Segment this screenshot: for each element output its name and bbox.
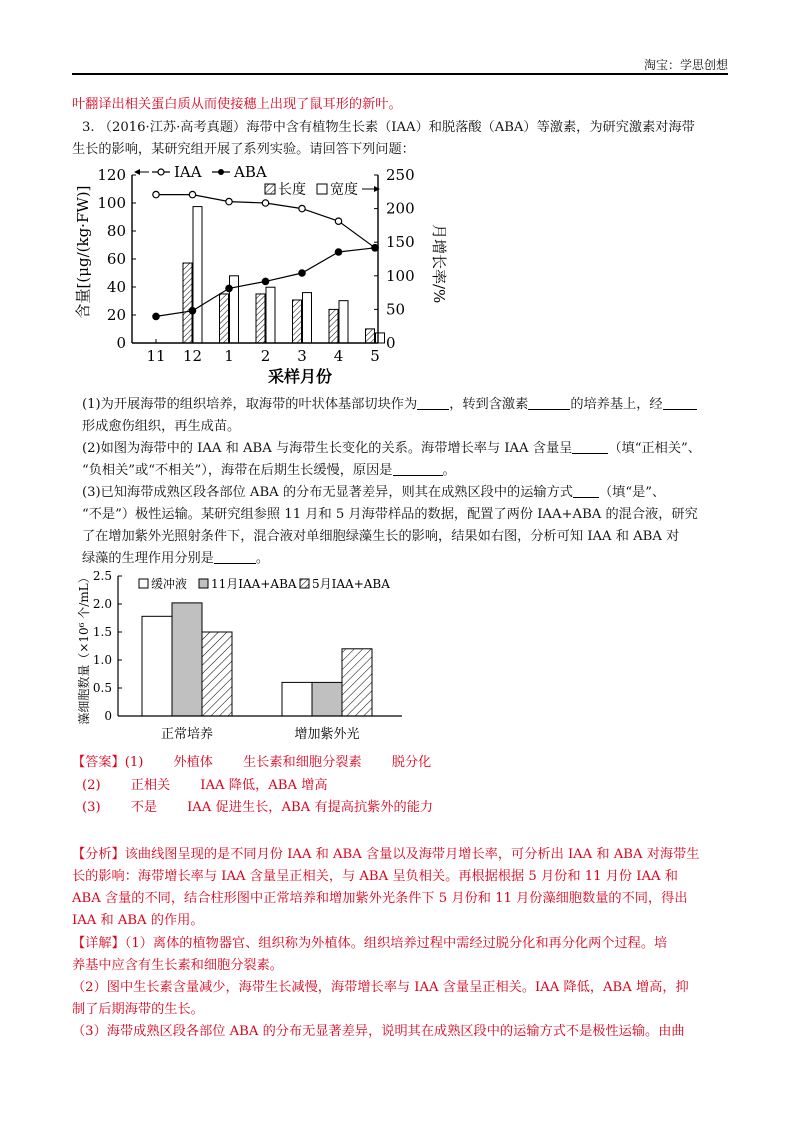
answer-row-1: [72, 752, 732, 774]
chart2-ytick-label: 0: [104, 709, 112, 723]
legend-length: 长度: [278, 182, 306, 198]
legend-may: 5月IAA+ABA: [312, 577, 390, 591]
chart1-ytick-label: 40: [106, 278, 126, 296]
blank-5[interactable]: [393, 461, 443, 476]
answer-row-2: [82, 775, 732, 797]
detail-line-5: （3）海带成熟区段各部位 ABA 的分布无显著差异，说明其在成熟区段中的运输方式不是极性运输。由曲: [72, 1024, 685, 1039]
chart1-ytick-label: 60: [106, 250, 126, 268]
analysis-text-1: 该曲线图呈现的是不同月份 IAA 和 ABA 含量以及海带月增长率，可分析出 IAA 和 ABA 对海带生: [124, 847, 700, 862]
aba-point: [153, 313, 159, 319]
chart1-xtick-label: 12: [182, 347, 203, 365]
header-brand: 淘宝：学思创想: [643, 58, 728, 72]
legend-width: 宽度: [330, 182, 358, 198]
aba-point: [299, 270, 305, 276]
analysis-line-1: [72, 844, 732, 866]
p1-text-b: ，转到含激素: [449, 397, 529, 412]
nov-bar: [172, 603, 202, 716]
analysis-line-2: 长的影响：海带增长率与 IAA 含量呈正相关，与 ABA 呈负相关。再根据根据 5 月份和 11 月份 IAA 和: [72, 869, 678, 884]
detail-line-1: [72, 933, 732, 955]
length-bar: [256, 294, 265, 343]
p3-text-d: 了在增加紫外光照射条件下，混合液对单细胞绿藻生长的影响，结果如右图，分析可知 IAA 和 ABA 对: [82, 529, 680, 544]
chart1-y2tick-label: 0: [386, 334, 396, 352]
chart1-legend: [134, 163, 380, 198]
answer-3-num: (3): [82, 800, 101, 815]
p3-text-c: “不是”）极性运输。某研究组参照 11 月和 5 月海带样品的数据，配置了两份 IAA+ABA 的混合液，研究: [82, 507, 698, 522]
chart1-ytick-label: 20: [106, 306, 126, 324]
blank-6[interactable]: [573, 483, 599, 498]
length-bar: [366, 329, 375, 343]
aba-point: [189, 308, 195, 314]
width-bar: [303, 293, 312, 343]
chart1-xlabel: 采样月份: [267, 367, 333, 386]
answer-1-num: (1): [124, 755, 144, 770]
width-bar: [193, 207, 202, 343]
p1-text-d: 形成愈伤组织，再生成苗。: [82, 419, 241, 434]
blank-1[interactable]: [417, 395, 449, 410]
chart-hormone-growth: [72, 160, 472, 392]
chart2-ytick-label: 1.0: [92, 653, 112, 667]
question-part2-line1: [82, 438, 732, 460]
question-intro-2: 生长的影响，某研究组开展了系列实验。请回答下列问题：: [72, 142, 415, 157]
question-intro-text-1: 海带中含有植物生长素（IAA）和脱落酸（ABA）等激素，为研究激素对海带: [246, 120, 695, 135]
analysis-line-3: ABA 含量的不同，结合柱形图中正常培养和增加紫外光条件下 5 月份和 11 月份藻细胞数量的不同，得出: [72, 891, 688, 906]
length-bar: [329, 309, 338, 343]
answer-2-num: (2): [82, 778, 101, 793]
previous-line: 叶翻译出相关蛋白质从而使接穗上出现了鼠耳形的新叶。: [72, 97, 402, 112]
chart1-xtick-label: 11: [146, 347, 166, 365]
p3-text-a: (3)已知海带成熟区段各部位 ABA 的分布无显著差异，则其在成熟区段中的运输方式: [82, 485, 573, 500]
p2-text-c: “负相关”或“不相关”），海带在后期生长缓慢，原因是: [82, 463, 393, 478]
analysis-line-4: IAA 和 ABA 的作用。: [72, 913, 204, 928]
legend-buffer: 缓冲液: [151, 577, 188, 591]
chart1-xtick-label: 1: [224, 347, 234, 365]
chart1-y2tick-label: 200: [386, 199, 415, 218]
iaa-legend-marker: [158, 169, 164, 175]
blank-2[interactable]: [528, 395, 570, 410]
answer-1c: 脱分化: [391, 755, 432, 770]
iaa-point: [189, 191, 195, 197]
width-legend-swatch: [317, 184, 327, 194]
chart2-ytick-label: 0.5: [92, 681, 112, 695]
answer-2a: 正相关: [130, 778, 171, 793]
chart1-xtick-label: 5: [370, 347, 380, 365]
aba-point: [335, 249, 341, 255]
answer-3a: 不是: [130, 800, 158, 815]
detail-text-1: （1）离体的植物器官、组织称为外植体。组织培养过程中需经过脱分化和再分化两个过程。培: [124, 936, 668, 951]
p2-text-b: （填“正相关”、: [608, 441, 701, 456]
aba-legend-marker: [218, 169, 224, 175]
p2-text-d: 。: [442, 463, 456, 478]
length-bar: [183, 263, 192, 343]
aba-point: [372, 245, 378, 251]
chart1-xtick-label: 3: [297, 347, 307, 365]
aba-point: [226, 285, 232, 291]
chart2-legend: [139, 576, 390, 591]
chart1-y2tick-label: 250: [386, 166, 415, 184]
p2-text-a: (2)如图为海带中的 IAA 和 ABA 与海带生长变化的关系。海带增长率与 IAA 含量呈: [82, 441, 573, 456]
answer-3b: IAA 促进生长，ABA 有提高抗紫外的能力: [187, 800, 434, 815]
p3-text-f: 。: [255, 551, 270, 566]
chart2-ytick-label: 2.0: [92, 597, 112, 611]
question-intro-1: [82, 117, 732, 139]
iaa-point: [226, 198, 232, 204]
chart2-category-label: 正常培养: [160, 727, 214, 742]
blank-4[interactable]: [572, 439, 608, 454]
width-bar: [339, 301, 348, 343]
chart1-ytick-label: 120: [97, 166, 126, 184]
answer-1a: 外植体: [173, 755, 213, 770]
may-legend-swatch: [300, 579, 309, 588]
chart2-ytick-label: 2.5: [92, 569, 112, 583]
question-part1-line1: [82, 394, 732, 416]
chart1-y2label: 月增长率/%: [430, 224, 448, 304]
chart1-y2tick-label: 100: [386, 266, 415, 285]
detail-label: 【详解】: [72, 936, 125, 951]
width-bar: [376, 333, 385, 343]
detail-line-4: 制了后期海带的生长。: [72, 1002, 204, 1017]
iaa-point: [335, 218, 341, 224]
may-bar: [202, 632, 232, 716]
buffer-bar: [142, 616, 172, 716]
p3-text-b: （填“是”、: [599, 485, 666, 500]
chart2-ytick-label: 1.5: [92, 625, 112, 639]
nov-bar: [312, 682, 342, 716]
may-bar: [342, 649, 372, 716]
chart2-ylabel: 藻细胞数量（×10⁶ 个/mL）: [77, 571, 91, 725]
question-number: 3.: [82, 120, 95, 135]
chart2-category-label: 增加紫外光: [294, 727, 360, 742]
legend-iaa: IAA: [174, 163, 202, 181]
analysis-label: 【分析】: [72, 847, 125, 862]
legend-nov: 11月IAA+ABA: [211, 577, 297, 591]
iaa-point: [153, 191, 159, 197]
chart1-ytick-label: 100: [97, 194, 126, 212]
iaa-point: [262, 200, 268, 206]
question-part2-line2: [82, 460, 732, 482]
iaa-point: [299, 205, 305, 211]
chart1-ytick-label: 0: [116, 334, 126, 352]
chart-algae-cells: [72, 566, 412, 746]
answer-label: 【答案】: [72, 755, 125, 770]
width-bar: [266, 287, 275, 343]
blank-7[interactable]: [214, 549, 256, 564]
chart1-y2tick-label: 50: [386, 300, 406, 319]
answer-row-3: [82, 797, 732, 819]
p3-text-e: 绿藻的生理作用分别是: [82, 551, 214, 566]
p1-text-c: 的培养基上，经: [570, 397, 663, 412]
header-rule: [72, 73, 728, 75]
buffer-legend-swatch: [139, 579, 148, 588]
answer-1b: 生长素和细胞分裂素: [243, 755, 362, 770]
blank-3[interactable]: [663, 395, 697, 410]
length-legend-swatch: [265, 184, 275, 194]
length-bar: [220, 294, 229, 343]
chart1-y2tick-label: 150: [386, 233, 415, 252]
detail-line-2: 养基中应含有生长素和细胞分裂素。: [72, 958, 283, 973]
legend-aba: ABA: [234, 163, 267, 181]
aba-point: [262, 278, 268, 284]
answer-2b: IAA 降低，ABA 增高: [200, 778, 328, 793]
detail-line-3: （2）图中生长素含量减少，海带生长减慢，海带增长率与 IAA 含量呈正相关。IAA 降低，ABA 增高，抑: [72, 980, 689, 995]
chart1-ylabel: 含量[(μg/(kg·FW)]: [74, 185, 92, 319]
question-source: （2016·江苏·高考真题）: [98, 120, 247, 135]
buffer-bar: [282, 682, 312, 716]
nov-legend-swatch: [199, 579, 208, 588]
chart1-xtick-label: 2: [260, 347, 271, 365]
p1-text-a: (1)为开展海带的组织培养，取海带的叶状体基部切块作为: [82, 397, 418, 412]
chart1-ytick-label: 80: [106, 222, 126, 240]
question-part3-line1: [82, 482, 732, 504]
length-bar: [293, 300, 302, 343]
chart1-xtick-label: 4: [333, 347, 344, 365]
